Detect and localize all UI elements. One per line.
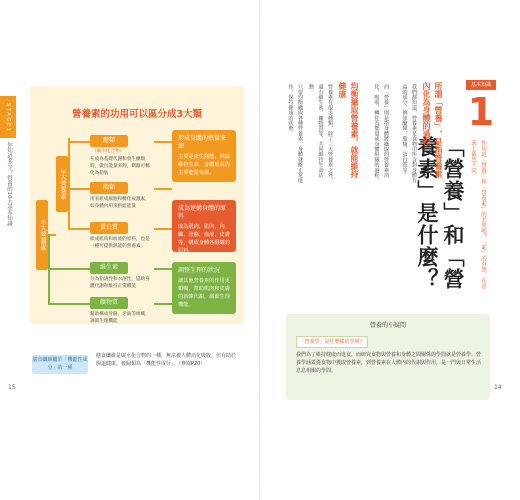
- function-building-text: 成為肌肉、肌內、內臟、骨骼、血液、皮膚等，構成身體各組織的原料。: [178, 224, 230, 254]
- page-subtitle: 你知道「營養」和「營養素」的差異嗎？「素」的有無，在意義上截然不同。: [470, 140, 486, 289]
- nutrient-protein: 蛋白質: [90, 222, 128, 234]
- nutrient-mineral: 礦物質: [90, 297, 128, 309]
- info-box-text: 我們為了維持健康而進食，而研究食物與營養和身體之間關係的學問就是營養學。營養學涵蓋從食物中獲取營養素，到營養素在人體內的代謝與作用，是一門與日常生活息息相關的學問。: [296, 352, 482, 374]
- nutrient-mineral-desc: 幫助構成骨骼、牙齒等組織，調節生理機能: [90, 312, 150, 324]
- info-box-question: 「營養學」是什麼樣的學問？: [296, 336, 368, 348]
- page-number-right: 14: [494, 384, 502, 391]
- function-energy-title: 形成身體的熱量來源: [178, 135, 227, 150]
- nutrient-fat: 脂類: [90, 182, 128, 194]
- nutrient-carbs-desc: 在成為基礎代謝和發生醣類時，做出能量來源，剩餘可轉化為脂肪: [90, 157, 150, 176]
- connector-line: [68, 141, 90, 143]
- page-number-left: 15: [8, 384, 16, 391]
- connector-line: [68, 228, 90, 230]
- function-energy: [172, 130, 236, 182]
- connector-line: [154, 303, 172, 305]
- six-nutrients-label: 6大營養素: [36, 200, 48, 270]
- nutrient-fat-desc: 用來組成細胞和轉化成激素，如身體內用來供給能量: [90, 197, 150, 209]
- connector-line: [48, 234, 50, 284]
- basic-knowledge-badge: 基本知識: [466, 80, 496, 90]
- connector-line: [154, 188, 172, 190]
- nutrient-vitamin-desc: 分為脂溶性和水溶性，協助身體代謝和維持正常機能: [90, 277, 150, 289]
- nutrient-carbs: 醣類: [90, 135, 128, 147]
- section-number: 1: [467, 90, 495, 134]
- connector-line: [68, 188, 90, 190]
- nutrient-carbs-sub: （碳水化合物）: [92, 149, 125, 154]
- heading-balanced-intake: 均衡攝取營養素，就能維持健康: [338, 82, 359, 178]
- heading-nutrition-process: 所謂「營養」，是指營養素內化為身體的過程: [422, 82, 443, 178]
- body-text-4: 只要均衡攝取各種營養素，身體就能正常運作，保持健康的狀態。: [287, 84, 303, 183]
- nutrient-protein-desc: 組成肌肉和血液的原料，也是一種可提供熱能的營養素: [90, 237, 150, 249]
- fiber-note-label: 膳食纖維屬於「機能性成分」的一種: [32, 355, 88, 374]
- chart-title: 營養素的功用可以區分成3大類: [71, 109, 203, 120]
- connector-line: [154, 141, 172, 143]
- side-caption: 你知道多少？營養的10大基本知識: [6, 142, 12, 226]
- connector-line: [48, 303, 90, 305]
- body-text-3: 營養素有很多種類，除了三大營養素之外，還有維生素、礦物質等，共同維持生命活動。: [308, 84, 333, 183]
- function-regulation-text: 讓其他營養素的作用更順暢，幫助肌肉和皮膚的新陳代謝，調節生理機能。: [178, 278, 230, 308]
- body-text-1: 我們都知道，營養素是食物中所含對身體有益的成分，例如醣類、脂類、蛋白質等。: [401, 84, 417, 183]
- three-major-label: 3大營養素: [56, 156, 68, 212]
- stage-tab: S T A G E 1: [0, 96, 16, 138]
- page-title: 「營養」和「營養素」是什麼？: [415, 136, 465, 290]
- book-spine: [259, 0, 260, 500]
- connector-line: [154, 228, 172, 230]
- function-regulation-title: 調整生理的狀況: [178, 267, 221, 274]
- function-energy-text: 主要是產生熱能、供給維持生命、身體成長的主要能量來源。: [178, 154, 230, 176]
- connector-line: [48, 283, 50, 303]
- nutrient-vitamin: 維生素: [90, 262, 128, 274]
- connector-line: [68, 138, 70, 228]
- info-box-heading: 營養的小疑問: [369, 322, 406, 329]
- function-regulation: [172, 262, 236, 314]
- body-text-2: 而「營養」則是指身體將攝取的營養素消化、吸收，轉化為能量或身體組織的過程。: [373, 84, 389, 183]
- function-building: [172, 200, 236, 252]
- connector-line: [154, 268, 172, 270]
- fiber-note-text: 膳食纖維是碳水化合物的一種，無法被人體消化吸收，但有助於腸道健康。被歸類為「機能性成分」。（參閱P20）: [96, 353, 237, 367]
- function-building-title: 成為建構身體的原料: [178, 205, 227, 220]
- connector-line: [48, 268, 90, 270]
